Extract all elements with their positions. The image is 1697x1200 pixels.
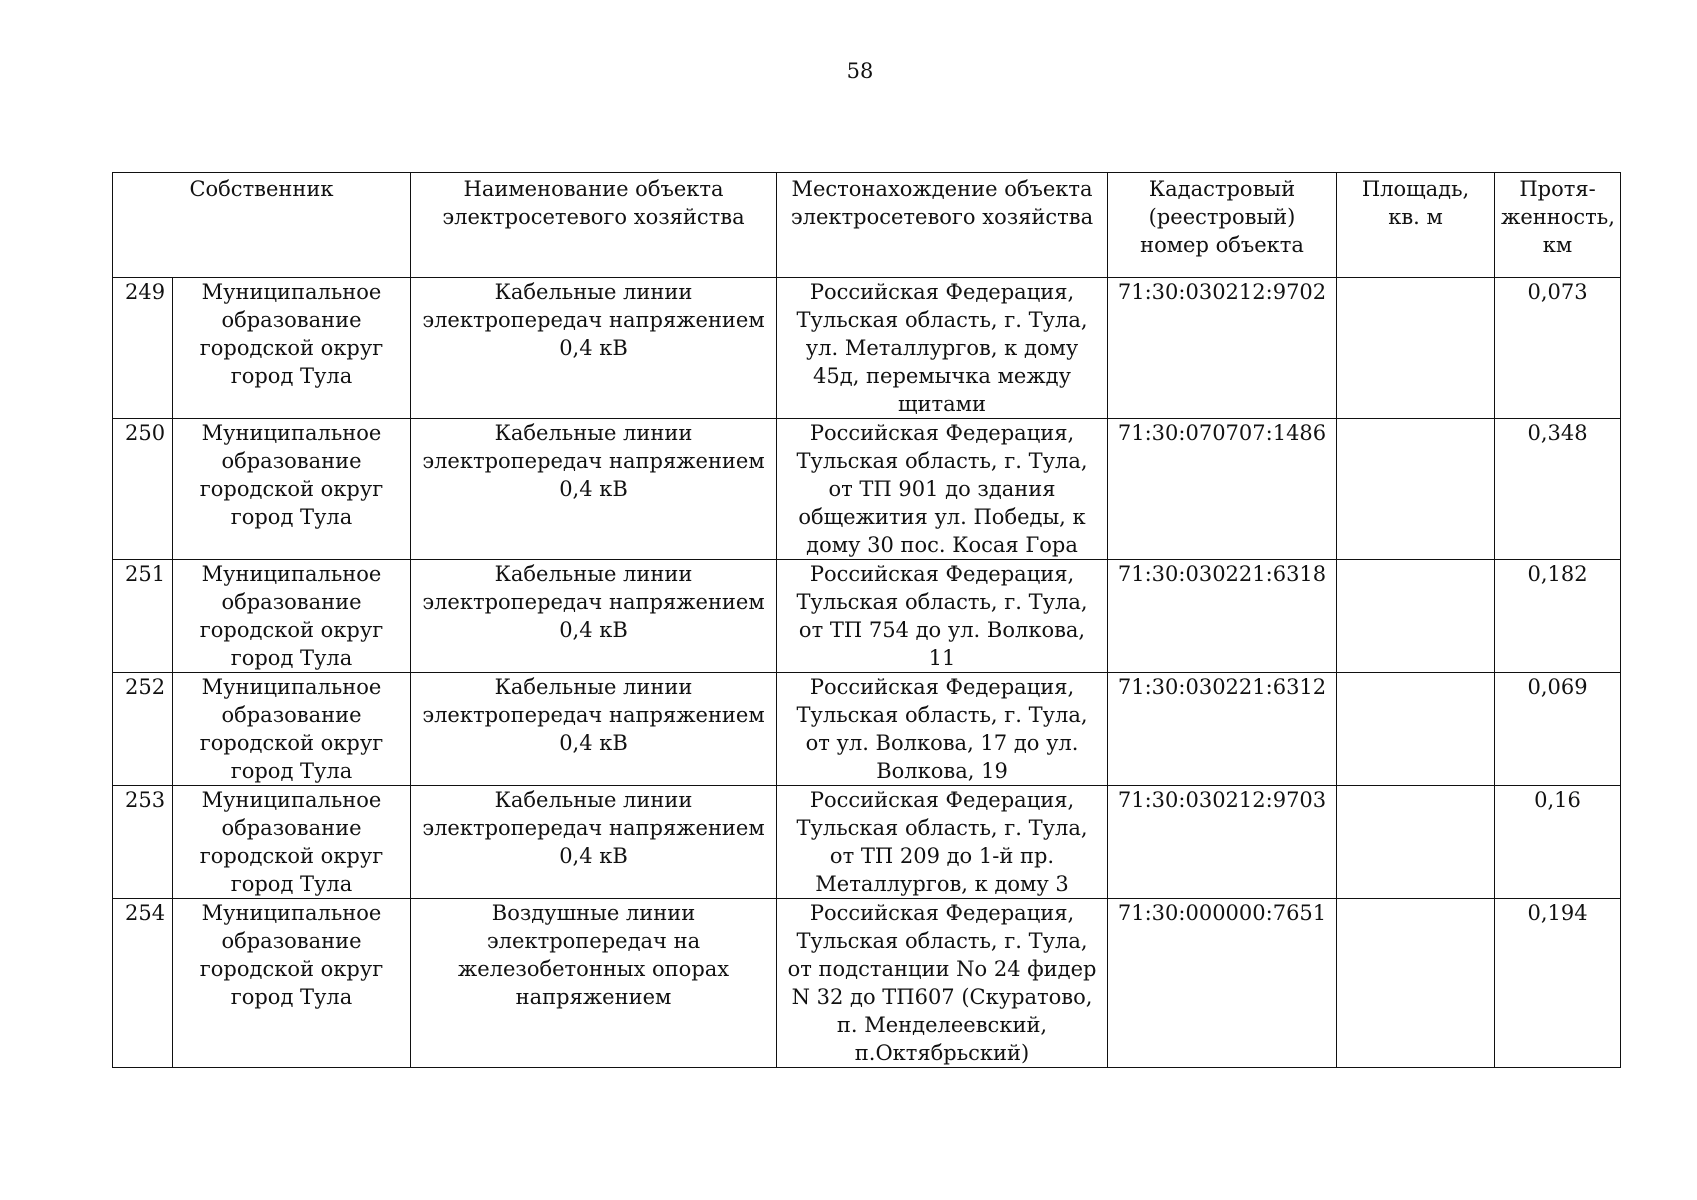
table-row [113, 786, 1621, 899]
header-name: Наименование объекта электросетевого хозяйства [411, 173, 777, 278]
table-row [113, 899, 1621, 1068]
header-area: Площадь, кв. м [1337, 173, 1495, 278]
row-area [1337, 786, 1495, 899]
table-row [113, 419, 1621, 560]
row-owner: Муниципальное образование городской округ город Тула [173, 560, 411, 673]
row-number: 250 [113, 419, 173, 560]
row-cadastral: 71:30:070707:1486 [1108, 419, 1337, 560]
row-number: 249 [113, 278, 173, 419]
row-owner: Муниципальное образование городской округ город Тула [173, 278, 411, 419]
row-location: Российская Федерация, Тульская область, г. Тула, от ТП 901 до здания общежития ул. Победы, к дому 30 пос. Косая Гора [777, 419, 1108, 560]
row-name: Воздушные линии электропередач на железобетонных опорах напряжением [411, 899, 777, 1068]
row-location: Российская Федерация, Тульская область, г. Тула, от ул. Волкова, 17 до ул. Волкова, 19 [777, 673, 1108, 786]
row-name: Кабельные линии электропередач напряжением 0,4 кВ [411, 786, 777, 899]
registry-table [112, 172, 1621, 1068]
row-length: 0,182 [1495, 560, 1621, 673]
table-row [113, 278, 1621, 419]
row-cadastral: 71:30:000000:7651 [1108, 899, 1337, 1068]
row-area [1337, 899, 1495, 1068]
row-cadastral: 71:30:030212:9703 [1108, 786, 1337, 899]
row-length: 0,073 [1495, 278, 1621, 419]
row-owner: Муниципальное образование городской округ город Тула [173, 673, 411, 786]
row-cadastral: 71:30:030221:6312 [1108, 673, 1337, 786]
row-location: Российская Федерация, Тульская область, г. Тула, ул. Металлургов, к дому 45д, перемычка между щитами [777, 278, 1108, 419]
row-name: Кабельные линии электропередач напряжением 0,4 кВ [411, 278, 777, 419]
row-number: 253 [113, 786, 173, 899]
row-area [1337, 560, 1495, 673]
row-name: Кабельные линии электропередач напряжением 0,4 кВ [411, 673, 777, 786]
row-name: Кабельные линии электропередач напряжением 0,4 кВ [411, 419, 777, 560]
row-name: Кабельные линии электропередач напряжением 0,4 кВ [411, 560, 777, 673]
row-location: Российская Федерация, Тульская область, г. Тула, от подстанции No 24 фидер N 32 до ТП607 (Скуратово, п. Менделеевский, п.Октябрьский) [777, 899, 1108, 1068]
row-cadastral: 71:30:030212:9702 [1108, 278, 1337, 419]
row-location: Российская Федерация, Тульская область, г. Тула, от ТП 754 до ул. Волкова, 11 [777, 560, 1108, 673]
row-length: 0,348 [1495, 419, 1621, 560]
row-number: 254 [113, 899, 173, 1068]
table-row [113, 560, 1621, 673]
row-area [1337, 278, 1495, 419]
header-length: Протя-женность, км [1495, 173, 1621, 278]
row-cadastral: 71:30:030221:6318 [1108, 560, 1337, 673]
row-area [1337, 419, 1495, 560]
row-owner: Муниципальное образование городской округ город Тула [173, 419, 411, 560]
row-location: Российская Федерация, Тульская область, г. Тула, от ТП 209 до 1-й пр. Металлургов, к дому 3 [777, 786, 1108, 899]
row-owner: Муниципальное образование городской округ город Тула [173, 899, 411, 1068]
header-owner: Собственник [113, 173, 411, 278]
row-length: 0,194 [1495, 899, 1621, 1068]
page-number: 58 [846, 59, 874, 83]
table-row [113, 673, 1621, 786]
row-area [1337, 673, 1495, 786]
row-owner: Муниципальное образование городской округ город Тула [173, 786, 411, 899]
row-length: 0,069 [1495, 673, 1621, 786]
row-length: 0,16 [1495, 786, 1621, 899]
table-header-row [113, 173, 1621, 278]
header-cadastral: Кадастровый (реестровый) номер объекта [1108, 173, 1337, 278]
row-number: 252 [113, 673, 173, 786]
row-number: 251 [113, 560, 173, 673]
header-location: Местонахождение объекта электросетевого хозяйства [777, 173, 1108, 278]
